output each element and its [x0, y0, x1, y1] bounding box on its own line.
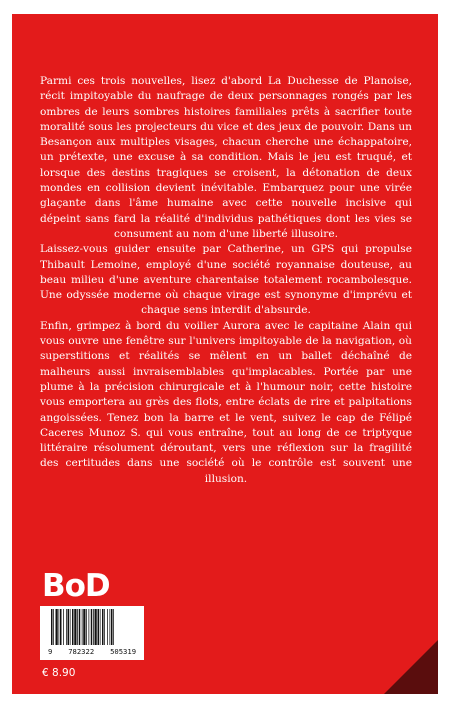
barcode-bar — [83, 609, 85, 645]
barcode-bar — [59, 609, 60, 645]
barcode-bar — [51, 609, 53, 645]
barcode-bar — [72, 609, 74, 645]
barcode-bar — [113, 609, 114, 645]
blurb-text — [40, 74, 412, 487]
barcode-bar — [91, 609, 93, 645]
barcode-digits — [40, 647, 144, 656]
barcode-digit-prefix: 9 — [47, 647, 53, 656]
barcode-bars — [50, 609, 136, 647]
barcode-bar — [104, 609, 105, 645]
barcode-bar — [110, 609, 111, 645]
blurb-paragraph-3: Enfin, grimpez à bord du voilier Aurora avec le capitaine Alain qui vous ouvre une fenêtre sur l'univers impitoyable de la navigation, où superstitions et réalités se mêlent en un ballet déchaîné de malheurs aussi invraisemblables qu'implacables. Portée par une plume à la précision chirurgicale et à l'humour noir, cette histoire vous emportera au grès des flots, entre éclats de rire et palpitations angoissées. Tenez bon la barre et le vent, suivez le cap de Félipé Caceres Munoz S. qui vous entraîne, tout au long de ce triptyque littéraire résolument déroutant, vers une réflexion sur la fragilité des certitudes dans une société où le contrôle est souvent une illusion. — [40, 319, 412, 485]
back-cover — [12, 14, 438, 694]
publisher-logo: BoD — [42, 568, 110, 604]
barcode-bar — [86, 609, 87, 645]
barcode-bar — [56, 609, 58, 645]
barcode-bar — [63, 609, 64, 645]
barcode-bar — [111, 609, 113, 645]
barcode-bar — [107, 609, 108, 645]
isbn-barcode — [40, 606, 144, 660]
barcode-digit-group-right: 505319 — [110, 647, 137, 656]
barcode-bar — [102, 609, 104, 645]
barcode-bar — [70, 609, 71, 645]
barcode-bar — [98, 609, 100, 645]
barcode-bar — [82, 609, 83, 645]
corner-fold — [384, 640, 438, 694]
barcode-bar — [79, 609, 81, 645]
barcode-bar — [60, 609, 62, 645]
barcode-bar — [89, 609, 90, 645]
blurb-paragraph-1: Parmi ces trois nouvelles, lisez d'abord La Duchesse de Planoise, récit impitoyable du naufrage de deux personnages rongés par les ombres de leurs sombres histoires familiales prêts à sacrifier toute moralité sous les projecteurs du vice et des jeux de pouvoir. Dans un Besançon aux multiples visages, chacun cherche une échappatoire, un prétexte, une excuse à sa condition. Mais le jeu est truqué, et lorsque des destins tragiques se croisent, la détonation de deux mondes en collision devient inévitable. Embarquez pour une virée glaçante dans l'âme humaine avec cette nouvelle incisive qui dépeint sans fard la réalité d'individus pathétiques dont les vies se consument au nom d'une liberté illusoire. — [40, 75, 412, 240]
barcode-bar — [95, 609, 97, 645]
barcode-bar — [100, 609, 101, 645]
barcode-bar — [66, 609, 67, 645]
blurb-paragraph-2: Laissez-vous guider ensuite par Catherine, un GPS qui propulse Thibault Lemoine, employé d'une société royannaise douteuse, au beau milieu d'une aventure charentaise totalement rocambolesque. Une odyssée moderne où chaque virage est synonyme d'imprévu et chaque sens interdit d'absurde. — [40, 243, 412, 317]
barcode-digit-group-left: 782322 — [68, 647, 95, 656]
barcode-bar — [93, 609, 94, 645]
barcode-bar — [68, 609, 70, 645]
barcode-bar — [77, 609, 78, 645]
barcode-bar — [53, 609, 54, 645]
price-label: € 8.90 — [42, 667, 76, 679]
barcode-bar — [74, 609, 76, 645]
